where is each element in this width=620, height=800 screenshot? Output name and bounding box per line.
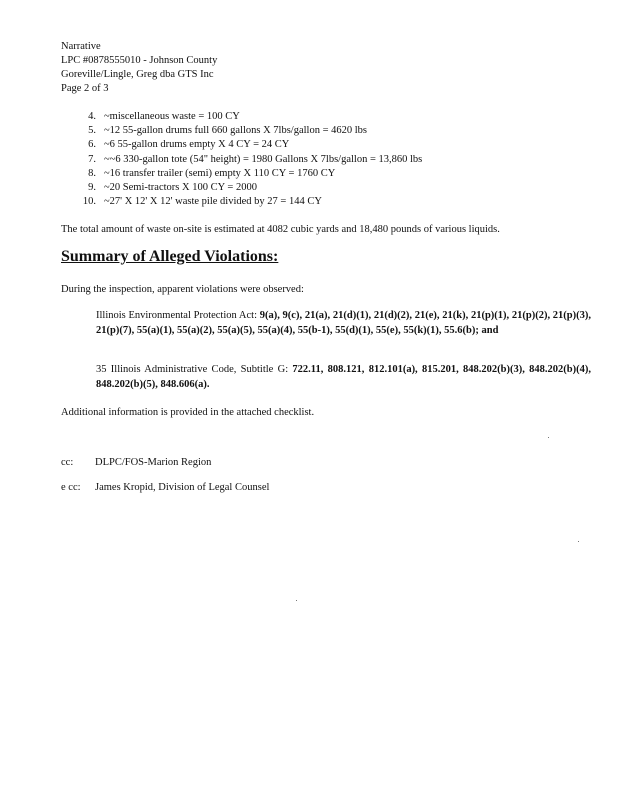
list-item <box>76 110 422 124</box>
citation-prefix: 35 Illinois Administrative Code, Subtitle G: <box>96 364 293 375</box>
list-item <box>76 181 422 195</box>
section-title: Summary of Alleged Violations: <box>61 248 279 265</box>
item-text: ~20 Semi-tractors X 100 CY = 2000 <box>104 182 257 194</box>
cc-line <box>61 457 211 468</box>
additional-info: Additional information is provided in the attached checklist. <box>61 407 315 418</box>
epa-act-citation <box>96 308 591 338</box>
item-text: ~27' X 12' X 12' waste pile divided by 27 = 144 CY <box>104 196 322 208</box>
header-line: Page 2 of 3 <box>61 83 109 94</box>
item-number: 5. <box>88 125 96 137</box>
cc-label: e cc: <box>61 482 81 493</box>
header-line: LPC #0878555010 - Johnson County <box>61 55 218 66</box>
citation-sections: 722.11, 808.121, 812.101(a), 815.201, 848.202(b)(3), 848.202(b)(4), 848.202(b)(5), 848.606(a). <box>96 364 591 390</box>
item-number: 6. <box>88 139 96 151</box>
cc-label: cc: <box>61 457 74 468</box>
list-item <box>76 124 422 138</box>
item-number: 4. <box>88 111 96 122</box>
item-text: ~6 55-gallon drums empty X 4 CY = 24 CY <box>104 139 290 151</box>
item-number: 9. <box>88 182 96 194</box>
admin-code-citation <box>96 362 591 392</box>
ecc-line <box>61 482 269 493</box>
list-item <box>76 195 422 209</box>
violations-intro: During the inspection, apparent violations were observed: <box>61 284 304 295</box>
waste-estimate-list <box>76 110 422 209</box>
item-text: ~12 55-gallon drums full 660 gallons X 7lbs/gallon = 4620 lbs <box>104 125 368 137</box>
scan-speck <box>296 600 297 601</box>
header-line: Goreville/Lingle, Greg dba GTS Inc <box>61 69 214 80</box>
header-line: Narrative <box>61 41 101 52</box>
item-text: ~~6 330-gallon tote (54" height) = 1980 Gallons X 7lbs/gallon = 13,860 lbs <box>104 153 423 165</box>
item-number: 10. <box>82 196 96 208</box>
scan-speck <box>578 541 579 542</box>
list-item <box>76 138 422 152</box>
item-number: 7. <box>88 153 96 165</box>
total-waste-statement: The total amount of waste on-site is estimated at 4082 cubic yards and 18,480 pounds of various liquids. <box>61 224 500 235</box>
scan-speck <box>548 437 549 438</box>
cc-recipient: DLPC/FOS-Marion Region <box>95 457 212 468</box>
item-text: ~16 transfer trailer (semi) empty X 110 CY = 1760 CY <box>104 167 336 179</box>
cc-recipient: James Kropid, Division of Legal Counsel <box>95 482 270 493</box>
document-header <box>61 40 217 96</box>
item-number: 8. <box>88 167 96 179</box>
list-item <box>76 153 422 167</box>
citation-prefix: Illinois Environmental Protection Act: <box>96 310 260 321</box>
item-text: ~miscellaneous waste = 100 CY <box>104 111 240 122</box>
citation-sections: 9(a), 9(c), 21(a), 21(d)(1), 21(d)(2), 21(e), 21(k), 21(p)(1), 21(p)(2), 21(p)(3), 21(p)(7), 55(a)(1), 55(a)(2), 55(a)(5), 55(a)(4), 55(b-1), 55(d)(1), 55(e), 55(k)(1), 55.6(b); and <box>96 310 591 336</box>
list-item <box>76 167 422 181</box>
